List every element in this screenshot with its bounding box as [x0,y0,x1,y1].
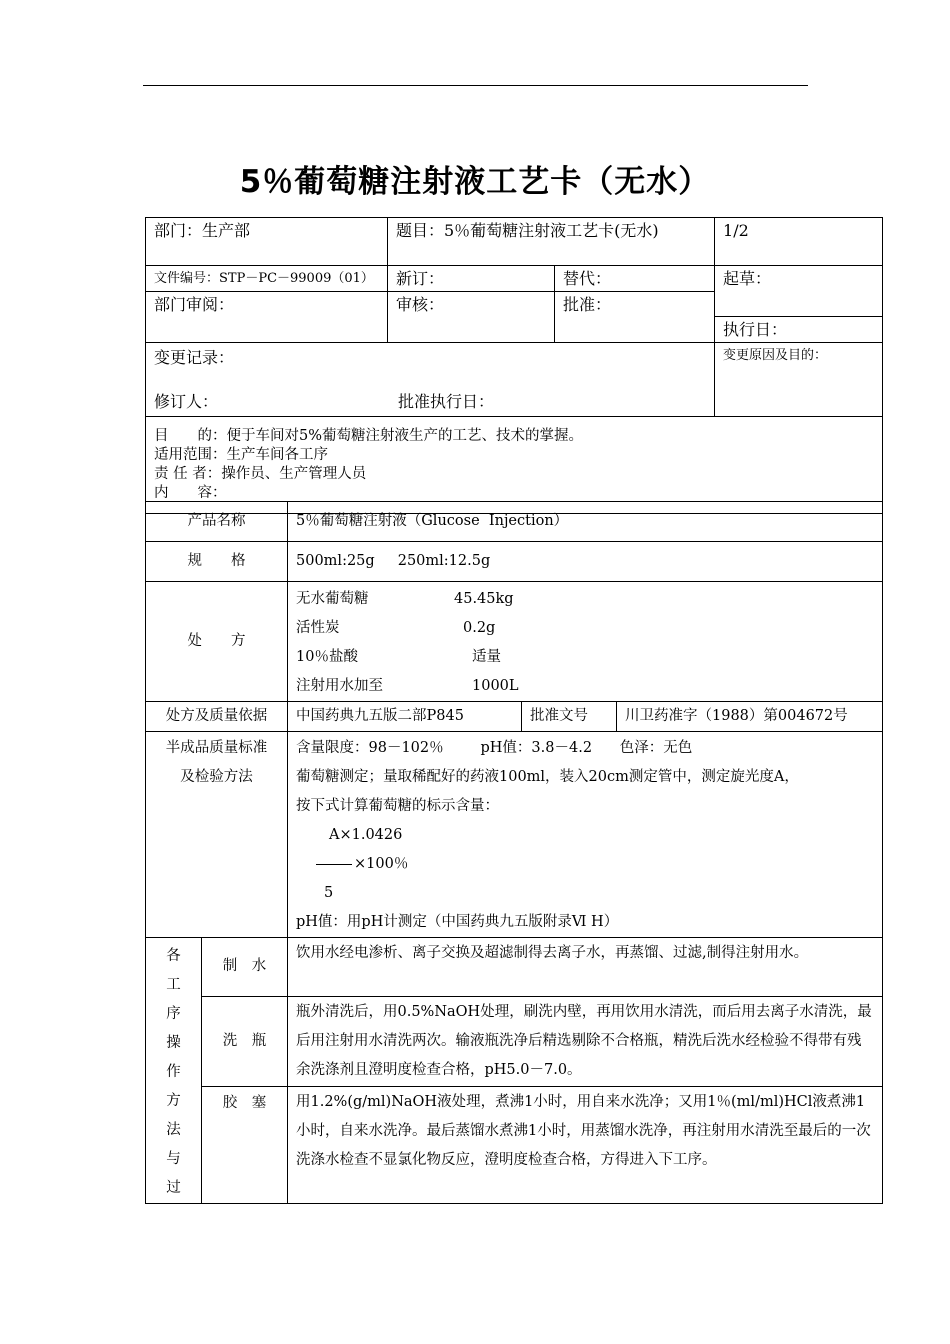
step-text: 瓶外清洗后，用0.5%NaOH处理，刷洗内壁，再用饮用水清洗，而后用去离子水清洗，最后用注射用水清洗两次。输液瓶洗净后精选剔除不合格瓶，精洗后洗水经检验不得带有残余洗涤剂且澄明度检查合格，pH5.0－7.0。 [296,1003,872,1078]
formula-cell [288,582,883,702]
formula-item [296,585,874,614]
formula-label-cell [146,582,288,702]
steps-label-char: 作 [166,1064,181,1080]
formula-label: 处 方 [187,633,246,649]
file-number: 文件编号：STP－PC－99009（01） [154,271,374,286]
formula-item-amount: 45.45kg [454,591,514,607]
exec-date-cell [715,317,883,343]
size-label-cell [146,542,288,582]
step-text: 用1.2%(g/ml)NaOH液处理，煮沸1小时，用自来水洗净；又用1％(ml/ml)HCl液煮沸1小时，自来水洗净。最后蒸馏水煮沸1小时，用蒸馏水洗净，再注射用水清洗至最后的一次洗涤水检查不显氯化物反应，澄明度检查合格，方得进入下工序。 [296,1093,871,1168]
change-record-cell [146,343,715,417]
formula-item [296,643,874,672]
semi-label-line: 及检验方法 [180,769,253,785]
steps-label-char: 法 [166,1122,181,1138]
semi-label-cell [146,732,288,938]
formula-multiplier: ×100％ [354,856,409,872]
basis-value-cell [288,702,522,732]
replace: 替代： [563,269,612,288]
formula-denominator: 5 [324,885,334,901]
approve-exec-date: 批准执行日： [398,392,495,411]
formula-item-name: 10％盐酸 [296,649,358,665]
product-label: 产品名称 [187,513,246,529]
approval-value-cell [617,702,883,732]
new-rev-cell [388,266,555,292]
product-value-cell [288,502,883,542]
ph-method: pH值：用pH计测定（中国药典九五版附录Ⅵ H） [296,914,619,930]
step-name: 胶 塞 [222,1094,267,1111]
intro-cell [146,417,883,514]
specification-table [145,501,883,1204]
step-name: 洗 瓶 [222,1032,267,1049]
step-text-cell [288,938,883,997]
change-reason-cell [715,343,883,417]
dept-review: 部门审阅： [154,295,235,314]
steps-label-char: 工 [166,977,181,993]
audit: 审核： [396,295,445,314]
product-label-cell [146,502,288,542]
page-title: 5％葡萄糖注射液工艺卡（无水） [239,164,711,200]
formula-item [296,614,874,643]
responsible: 责 任 者：操作员、生产管理人员 [154,466,367,482]
step-name-cell [202,996,288,1086]
reviser: 修订人： [154,392,219,411]
steps-label-char: 方 [166,1093,181,1109]
steps-label-char: 序 [166,1006,181,1022]
size-value-cell [288,542,883,582]
steps-label-char: 与 [166,1151,181,1167]
dept: 部门：生产部 [154,221,251,240]
subject: 题目：5％葡萄糖注射液工艺卡(无水) [396,221,659,240]
file-no-cell [146,266,388,292]
header-rule [143,85,808,86]
semi-standard-cell [288,732,883,938]
exec-date: 执行日： [723,320,788,339]
page-number: 1/2 [723,221,749,240]
step-text: 饮用水经电渗析、离子交换及超滤制得去离子水，再蒸馏、过滤,制得注射用水。 [296,945,809,961]
formula-numerator: A×1.0426 [329,827,403,843]
formula-item [296,672,874,701]
content-heading: 内 容： [154,485,227,501]
formula-item-amount: 1000L [472,678,519,694]
formula-item-amount: 0.2g [463,620,496,636]
revision-row [154,390,706,414]
size-label: 规 格 [187,553,246,569]
step-name: 制 水 [222,958,267,975]
scope: 适用范围：生产车间各工序 [154,447,328,463]
new-revision: 新订： [396,269,445,288]
semi-method-cont: 按下式计算葡萄糖的标示含量： [296,798,499,814]
document-control-table [145,217,883,514]
approval-value: 川卫药准字（1988）第004672号 [625,708,848,724]
step-name-cell [202,1086,288,1203]
step-text-cell [288,1086,883,1203]
product-value: 5％葡萄糖注射液（Glucose Injection） [296,513,569,529]
page-cell [715,218,883,266]
formula-item-name: 注射用水加至 [296,678,383,694]
formula-item-name: 无水葡萄糖 [296,591,369,607]
approval-label-cell [522,702,617,732]
basis-value: 中国药典九五版二部P845 [296,708,464,724]
audit-cell [388,292,555,343]
approve-cell [555,292,715,343]
semi-method: 葡萄糖测定；量取稀配好的药液100ml，装入20cm测定管中，测定旋光度A， [296,769,799,785]
formula-item-name: 活性炭 [296,620,340,636]
formula-fraction-row [296,850,874,879]
steps-label-cell [146,938,202,1204]
dept-review-cell [146,292,388,343]
steps-label-char: 过 [166,1180,181,1196]
change-reason: 变更原因及目的： [723,348,828,363]
basis-label-cell [146,702,288,732]
step-name-cell [202,938,288,997]
size-value: 500ml:25g 250ml:12.5g [296,553,491,569]
draft: 起草： [723,269,772,288]
basis-label: 处方及质量依据 [165,708,268,724]
purpose: 目 的：便于车间对5%葡萄糖注射液生产的工艺、技术的掌握。 [154,428,584,444]
steps-label-char: 各 [166,948,181,964]
semi-label-line: 半成品质量标准 [165,740,268,756]
step-text-cell [288,996,883,1086]
approval-label: 批准文号 [530,708,588,724]
replace-cell [555,266,715,292]
change-record: 变更记录： [154,348,235,367]
steps-label-char: 操 [166,1035,181,1051]
subject-cell [388,218,715,266]
draft-cell [715,266,883,317]
semi-limits: 含量限度：98－102％ pH值：3.8－4.2 色泽：无色 [296,740,693,756]
formula-item-amount: 适量 [472,649,501,665]
dept-cell [146,218,388,266]
approve: 批准： [563,295,612,314]
fraction-bar [316,864,352,865]
